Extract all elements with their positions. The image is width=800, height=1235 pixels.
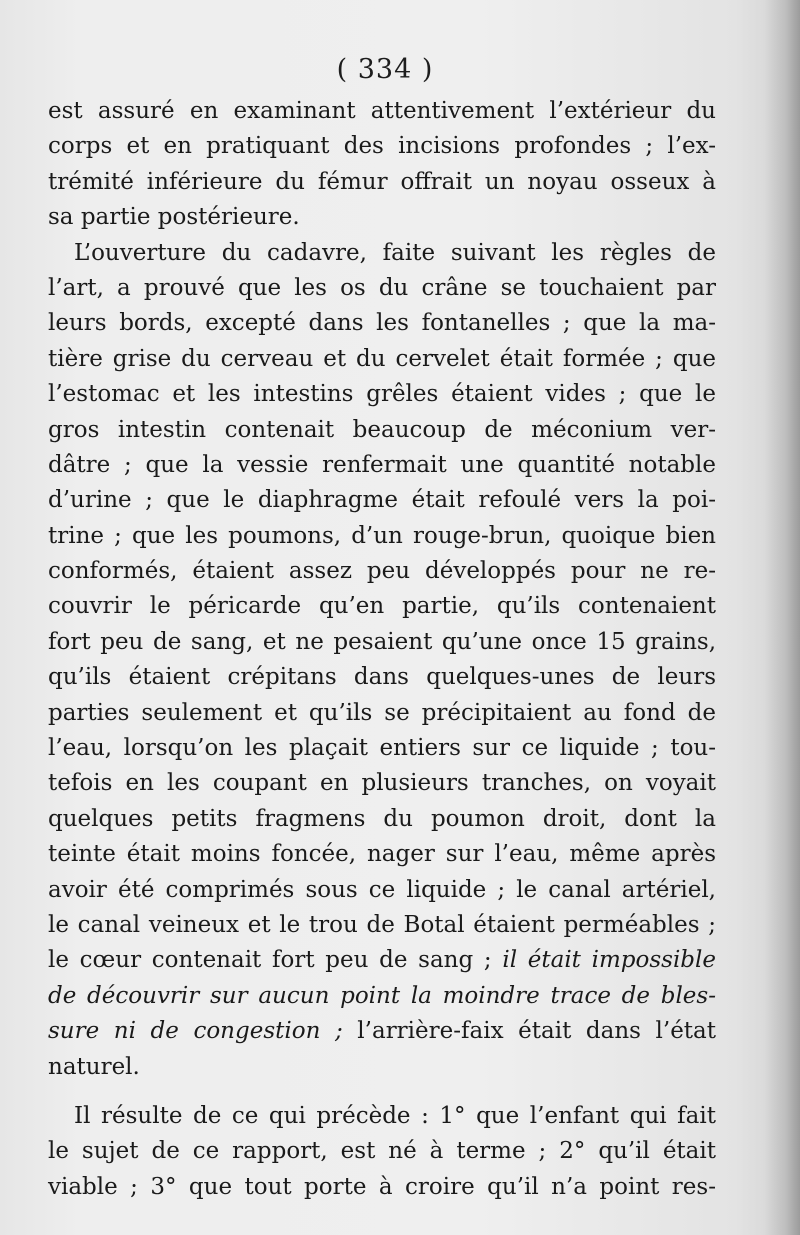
text-line: qu’ils étaient crépitans dans quelques-unes de leurs bbox=[48, 664, 716, 691]
text-line: tière grise du cerveau et du cervelet était formée ; que bbox=[48, 345, 716, 372]
text-line: dâtre ; que la vessie renfermait une quantité notable bbox=[48, 451, 716, 478]
italic-text: de découvrir sur aucun point la moindre trace de bles- bbox=[48, 982, 716, 1009]
text-line: leurs bords, excepté dans les fontanelles ; que la ma- bbox=[48, 310, 716, 337]
text-line: l’art, a prouvé que les os du crâne se touchaient par bbox=[48, 274, 716, 301]
text-line: fort peu de sang, et ne pesaient qu’une once 15 grains, bbox=[48, 628, 716, 655]
paragraph-1 bbox=[48, 94, 716, 236]
text-line: viable ; 3° que tout porte à croire qu’il n’a point res- bbox=[48, 1173, 716, 1200]
text-line: le canal veineux et le trou de Botal étaient perméables ; bbox=[48, 911, 716, 938]
italic-text: il était impossible bbox=[502, 947, 716, 974]
text-line: L’ouverture du cadavre, faite suivant les règles de bbox=[74, 239, 716, 266]
page-number: ( 334 ) bbox=[336, 54, 434, 85]
text-line: gros intestin contenait beaucoup de méconium ver- bbox=[48, 416, 716, 443]
text-line: d’urine ; que le diaphragme était refoulé vers la poi- bbox=[48, 487, 716, 514]
text-line: avoir été comprimés sous ce liquide ; le canal artériel, bbox=[48, 876, 716, 903]
text-line-mixed bbox=[48, 943, 716, 978]
text-line: teinte était moins foncée, nager sur l’eau, même après bbox=[48, 841, 716, 868]
italic-text: sure ni de congestion ; bbox=[48, 1018, 343, 1045]
paragraph-3 bbox=[48, 1099, 716, 1205]
text-line: l’eau, lorsqu’on les plaçait entiers sur ce liquide ; tou- bbox=[48, 735, 716, 762]
text-line: trine ; que les poumons, d’un rouge-brun, quoique bien bbox=[48, 522, 716, 549]
text-line: est assuré en examinant attentivement l’extérieur du bbox=[48, 98, 716, 124]
page-gutter-shadow bbox=[764, 0, 800, 1235]
text-line: couvrir le péricarde qu’en partie, qu’ils contenaient bbox=[48, 593, 716, 620]
text-line: parties seulement et qu’ils se précipitaient au fond de bbox=[48, 699, 716, 726]
text-line: trémité inférieure du fémur offrait un noyau osseux à bbox=[48, 168, 716, 195]
roman-text: le cœur contenait fort peu de sang ; bbox=[48, 947, 503, 974]
text-line: tefois en les coupant en plusieurs tranches, on voyait bbox=[48, 770, 716, 797]
text-line: sa partie postérieure. bbox=[48, 204, 300, 231]
text-line: le sujet de ce rapport, est né à terme ; 2° qu’il était bbox=[48, 1138, 716, 1165]
text-line-mixed bbox=[48, 979, 716, 1014]
paragraph-2 bbox=[48, 236, 716, 1085]
text-line: corps et en pratiquant des incisions profondes ; l’ex- bbox=[48, 133, 716, 160]
text-line: l’estomac et les intestins grêles étaient vides ; que le bbox=[48, 381, 716, 408]
paragraph-gap bbox=[48, 1085, 716, 1099]
text-line: conformés, étaient assez peu développés pour ne re- bbox=[48, 558, 716, 585]
text-line: naturel. bbox=[48, 1053, 140, 1080]
text-line: Il résulte de ce qui précède : 1° que l’enfant qui fait bbox=[74, 1102, 716, 1129]
text-line: quelques petits fragmens du poumon droit, dont la bbox=[48, 805, 716, 832]
body-text bbox=[48, 94, 716, 1205]
text-line-mixed bbox=[48, 1014, 716, 1049]
roman-text: l’arrière-faix était dans l’état bbox=[342, 1018, 716, 1045]
